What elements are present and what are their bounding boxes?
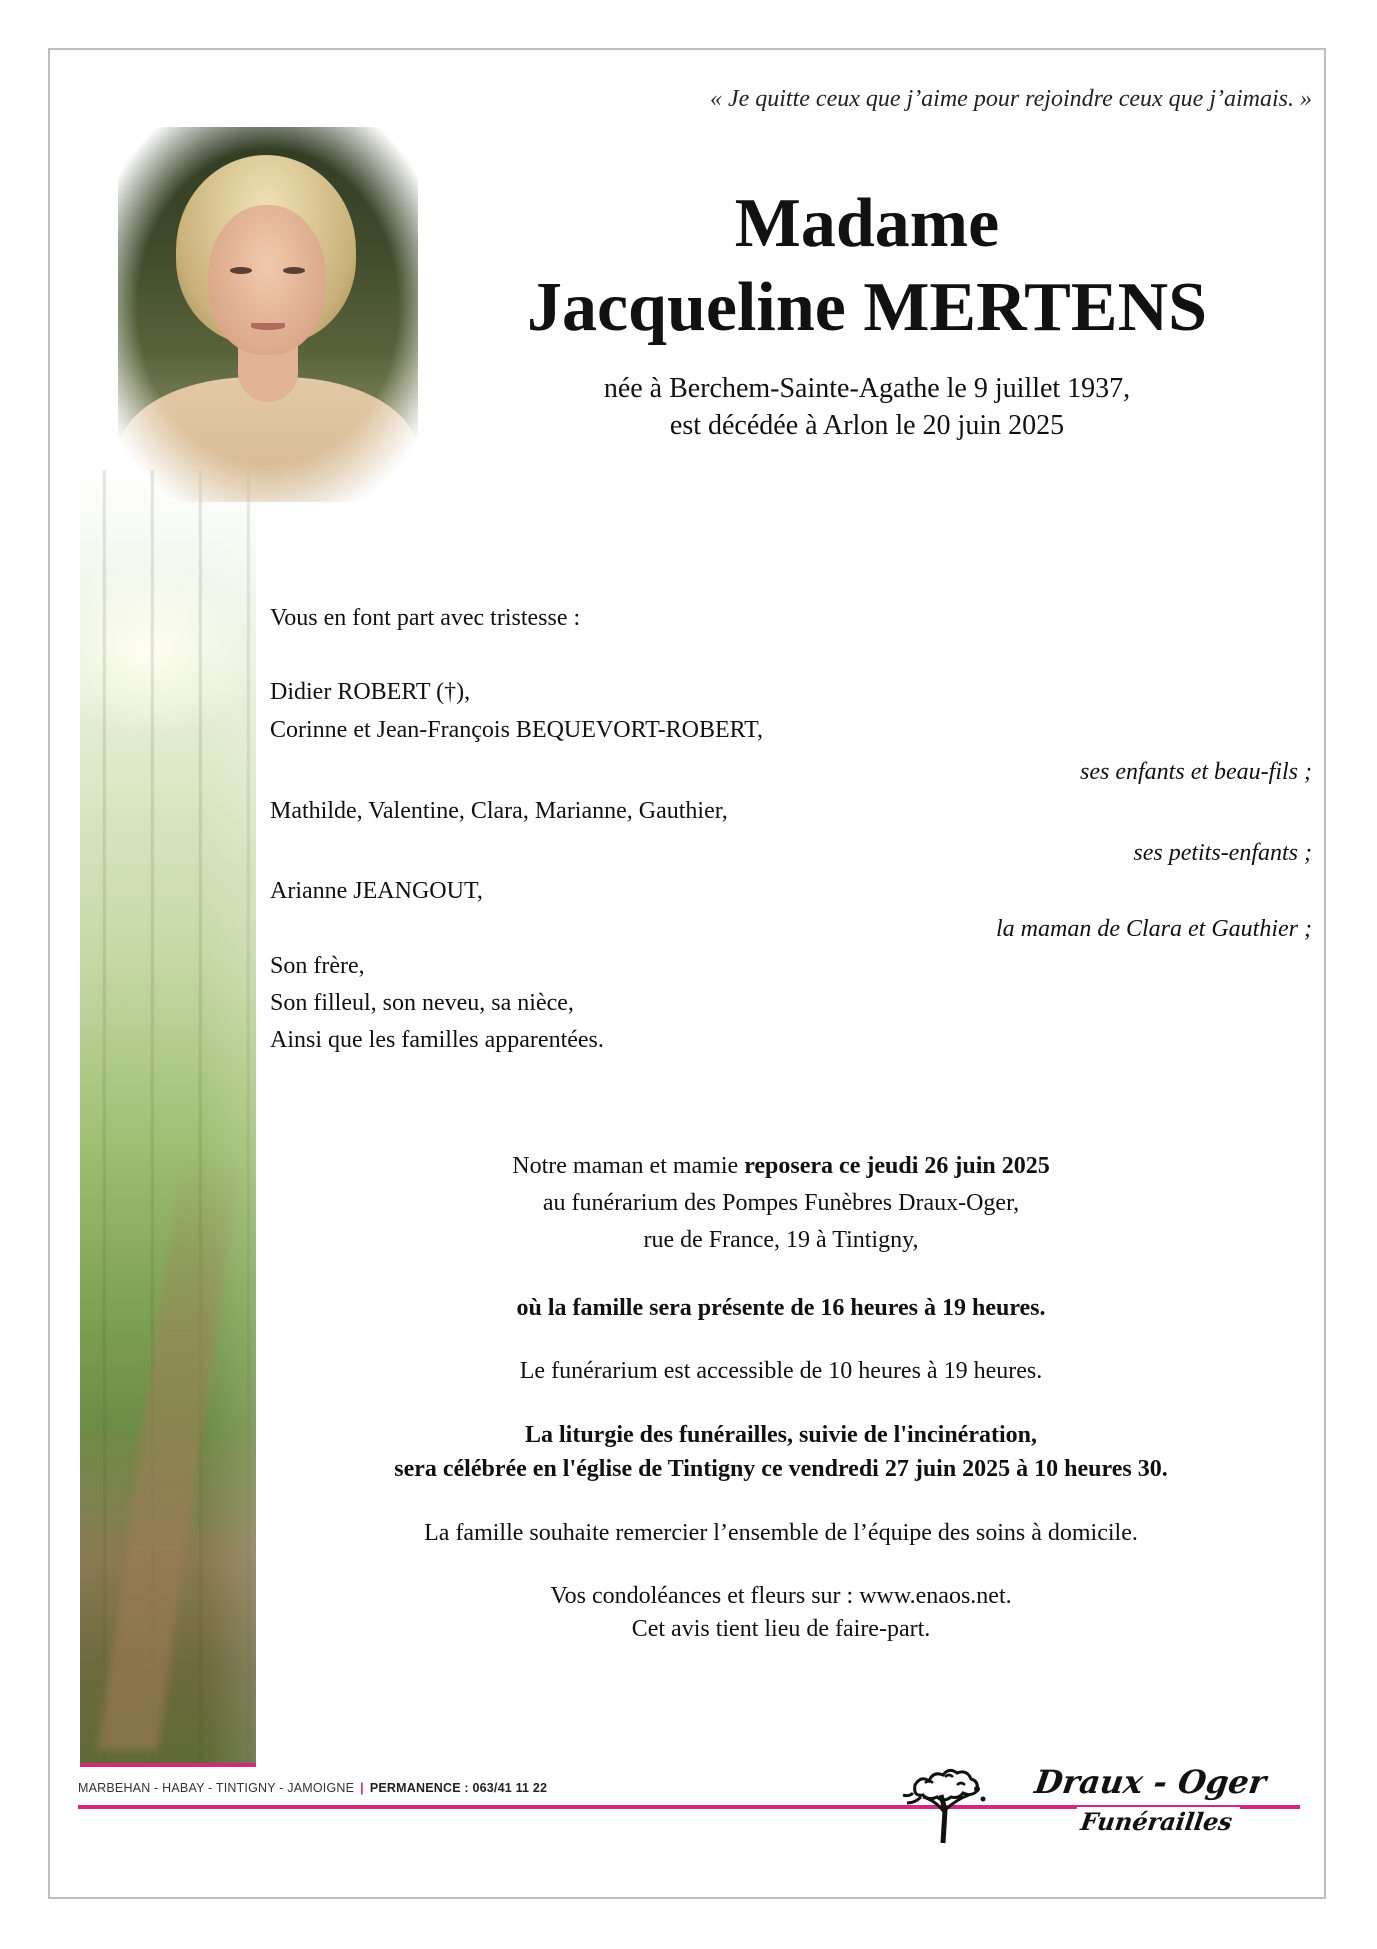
address-line: rue de France, 19 à Tintigny, (643, 1227, 919, 1253)
company-logo (895, 1755, 1295, 1855)
funeral-home-line: au funérarium des Pompes Funèbres Draux-Oger, (542, 1190, 1020, 1216)
footer-contact (78, 1781, 547, 1795)
family-presence-line: où la famille sera présente de 16 heures à 19 heures. (516, 1295, 1046, 1321)
family-line: Corinne et Jean-François BEQUEVORT-ROBERT, (270, 717, 764, 743)
deceased-name: Jacqueline MERTENS (526, 269, 1208, 346)
tree-logo-icon (895, 1755, 995, 1845)
forest-path-image (80, 470, 256, 1765)
access-line: Le funérarium est accessible de 10 heures à 19 heures. (519, 1358, 1043, 1384)
logo-company-name: Draux - Oger (1032, 1763, 1269, 1801)
rest-line: Notre maman et mamie reposera ce jeudi 26 juin 2025 (512, 1153, 1050, 1179)
title-honorific: Madame (734, 185, 1000, 262)
birth-line: née à Berchem-Sainte-Agathe le 9 juillet 1937, (603, 373, 1131, 404)
family-line: Ainsi que les familles apparentées. (270, 1027, 604, 1053)
family-line: Son frère, (270, 953, 365, 979)
family-line: Arianne JEANGOUT, (270, 878, 483, 904)
family-role: la maman de Clara et Gauthier ; (996, 916, 1312, 942)
logo-subtitle: Funérailles (1073, 1807, 1240, 1836)
death-line: est décédée à Arlon le 20 juin 2025 (669, 410, 1065, 441)
footer-separator: | (360, 1781, 364, 1795)
liturgy-line: sera célébrée en l'église de Tintigny ce vendredi 27 juin 2025 à 10 heures 30. (394, 1456, 1168, 1482)
portrait-photo (118, 127, 418, 502)
intro-line: Vous en font part avec tristesse : (270, 605, 581, 631)
rest-date: reposera ce jeudi 26 juin 2025 (744, 1153, 1050, 1179)
family-line: Didier ROBERT (†), (270, 679, 471, 705)
liturgy-line: La liturgie des funérailles, suivie de l'incinération, (525, 1422, 1037, 1448)
footer-locations: MARBEHAN - HABAY - TINTIGNY - JAMOIGNE (78, 1781, 355, 1795)
notice-line: Cet avis tient lieu de faire-part. (631, 1616, 931, 1642)
thanks-line: La famille souhaite remercier l’ensemble de l’équipe des soins à domicile. (424, 1520, 1138, 1546)
family-line: Son filleul, son neveu, sa nièce, (270, 990, 574, 1016)
epigraph-quote: « Je quitte ceux que j’aime pour rejoindre ceux que j’aimais. » (709, 86, 1312, 112)
image-accent-line (80, 1763, 256, 1767)
life-dates (472, 370, 1262, 444)
family-line: Mathilde, Valentine, Clara, Marianne, Gauthier, (270, 798, 728, 824)
footer-permanence: PERMANENCE : 063/41 11 22 (369, 1781, 548, 1795)
family-role: ses petits-enfants ; (1133, 840, 1312, 866)
condolences-line: Vos condoléances et fleurs sur : www.enaos.net. (550, 1583, 1012, 1609)
family-role: ses enfants et beau-fils ; (1080, 759, 1312, 785)
